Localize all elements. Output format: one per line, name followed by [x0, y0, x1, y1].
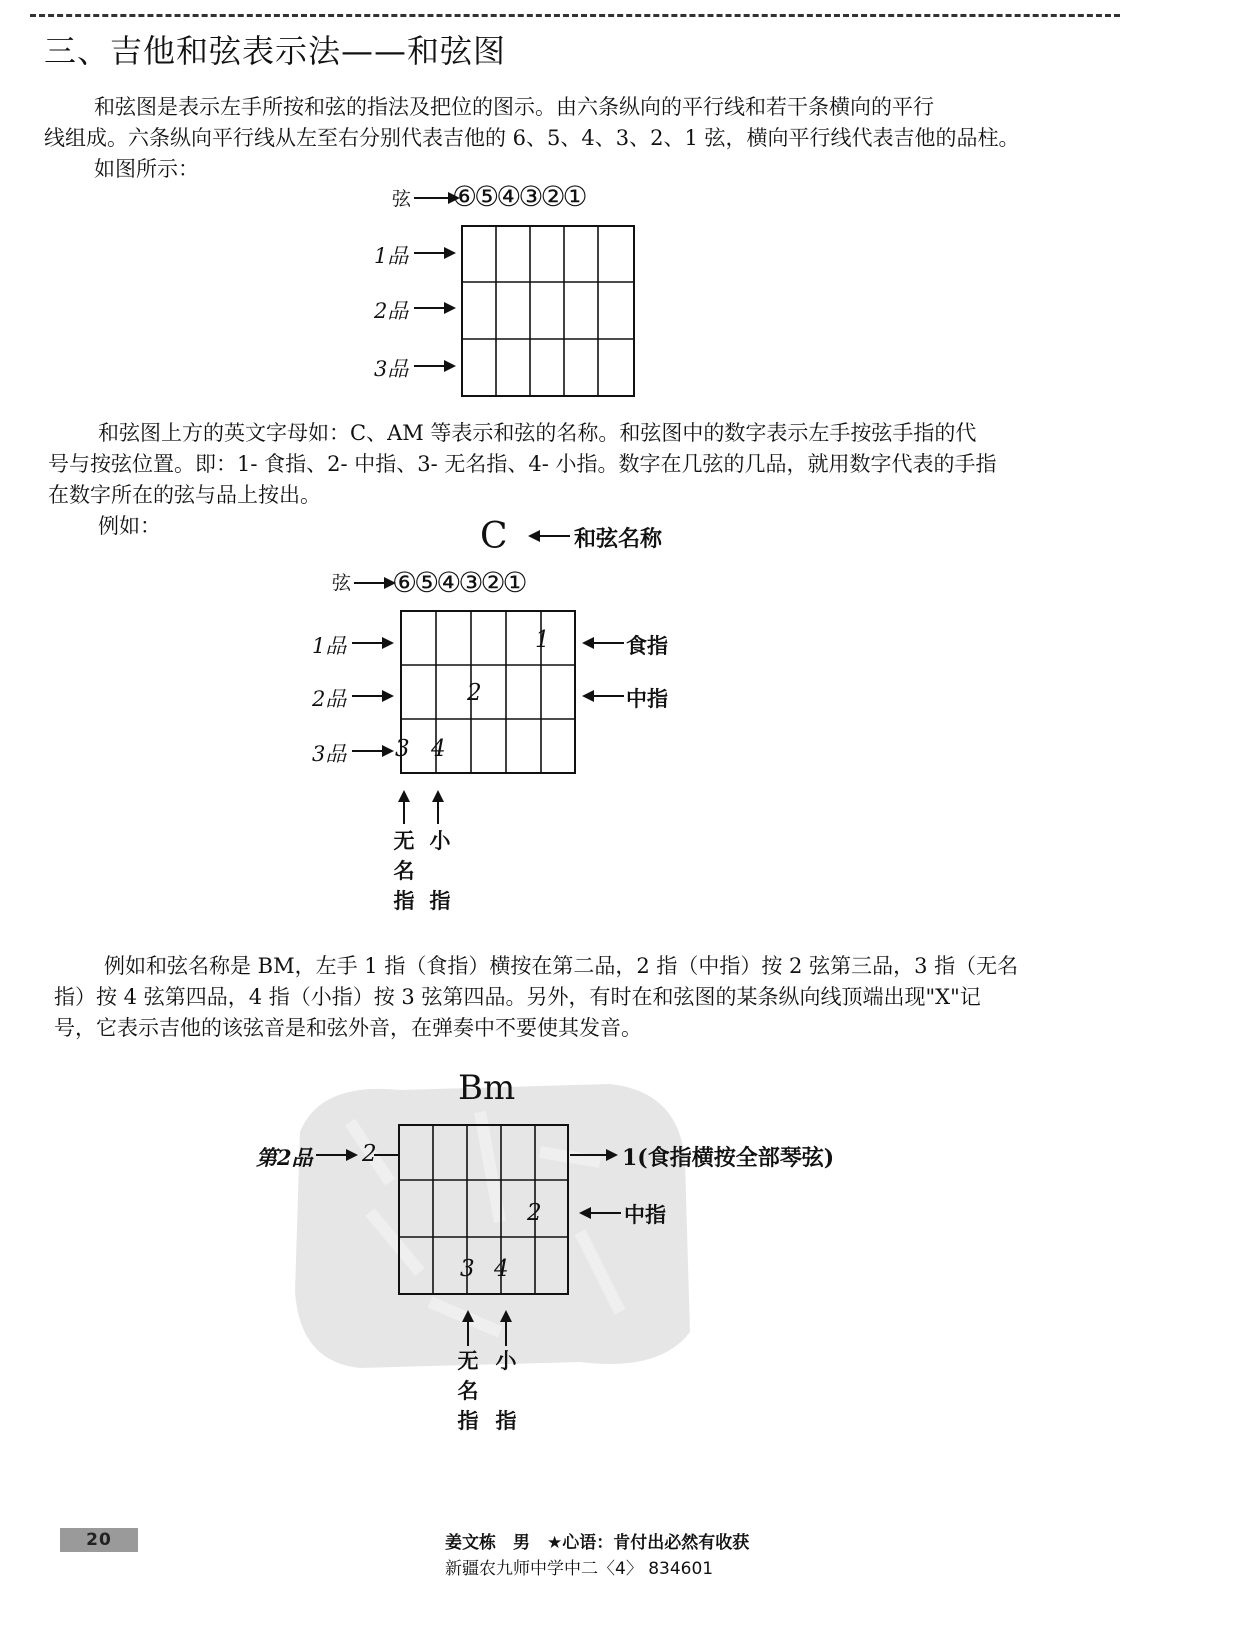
- paragraph-intro: [44, 92, 1089, 185]
- arrow-left-icon: [526, 526, 572, 546]
- string-number: ②: [480, 566, 503, 599]
- string-number: ①: [502, 566, 525, 599]
- index-finger-label: 食指: [626, 633, 668, 658]
- string-number: ⑥: [392, 566, 415, 599]
- fret-label-2: 2品: [374, 299, 409, 323]
- para3-line1: 例如和弦名称是 BM，左手 1 指（食指）横按在第二品，2 指（中指）按 2 弦第三品，3 指（无名: [104, 954, 1019, 978]
- arrow-up-icon: [428, 790, 448, 826]
- arrow-left-icon: [577, 1203, 623, 1223]
- fret-label-3: 3品: [312, 742, 347, 766]
- ring-finger-label: 无 名 指: [457, 1348, 479, 1433]
- fret-number: 2: [362, 1141, 377, 1167]
- middle-finger-label: 中指: [624, 1202, 666, 1227]
- fretboard-grid: [460, 224, 636, 398]
- barre-label: 1(食指横按全部琴弦): [622, 1145, 835, 1171]
- little-finger-label: 小 指: [429, 828, 451, 913]
- barre-line: [374, 1145, 400, 1165]
- string-number: ④: [496, 180, 519, 213]
- arrow-right-icon: [352, 686, 396, 706]
- fret-label-1: 1品: [374, 244, 409, 268]
- string-number: ②: [540, 180, 563, 213]
- arrow-right-icon: [414, 356, 458, 376]
- arrow-right-icon: [352, 741, 396, 761]
- school-line: 新疆农九师中学中二〈4〉 834601: [445, 1559, 714, 1579]
- finger-marker: 4: [431, 736, 446, 762]
- finger-marker: 3: [395, 736, 410, 762]
- fret-label-1: 1品: [312, 634, 347, 658]
- finger-marker: 3: [460, 1256, 475, 1282]
- paragraph-explanation: [48, 418, 1093, 542]
- chord-name: Bm: [458, 1068, 516, 1108]
- string-number: ③: [518, 180, 541, 213]
- para1-line1: 和弦图是表示左手所按和弦的指法及把位的图示。由六条纵向的平行线和若干条横向的平行: [94, 95, 934, 119]
- arrow-left-icon: [580, 633, 626, 653]
- para2-line4: 例如：: [98, 514, 161, 538]
- arrow-right-icon: [316, 1145, 360, 1165]
- string-number: ③: [458, 566, 481, 599]
- section-title: 三、吉他和弦表示法——和弦图: [44, 32, 507, 70]
- arrow-right-icon: [414, 243, 458, 263]
- string-number-row: [392, 566, 525, 599]
- para2-line3: 在数字所在的弦与品上按出。: [48, 483, 321, 507]
- finger-marker: 2: [527, 1200, 542, 1226]
- fret-label-2nd: 第2品: [256, 1145, 313, 1170]
- fret-label-3: 3品: [374, 357, 409, 381]
- chord-name: C: [480, 516, 508, 557]
- little-finger-label: 小 指: [495, 1348, 517, 1433]
- finger-marker: 4: [494, 1256, 509, 1282]
- middle-finger-label: 中指: [626, 686, 668, 711]
- string-label: 弦: [332, 572, 352, 594]
- paragraph-bm-example: [54, 951, 1096, 1044]
- fretboard-grid: [398, 1124, 570, 1296]
- author-line: 姜文栋 男 ★心语：肯付出必然有收获: [445, 1533, 750, 1553]
- ring-finger-label: 无 名 指: [393, 828, 415, 913]
- string-number: ⑥: [452, 180, 475, 213]
- arrow-right-icon: [570, 1145, 620, 1165]
- string-number: ⑤: [474, 180, 497, 213]
- para3-line3: 号，它表示吉他的该弦音是和弦外音，在弹奏中不要使其发音。: [54, 1016, 642, 1040]
- string-number-row: [452, 180, 585, 213]
- fret-label-2: 2品: [312, 687, 347, 711]
- para2-line1: 和弦图上方的英文字母如：C、AM 等表示和弦的名称。和弦图中的数字表示左手按弦手指的代: [98, 421, 977, 445]
- para3-line2: 指）按 4 弦第四品，4 指（小指）按 3 弦第四品。另外，有时在和弦图的某条纵向线顶端出现"X"记: [54, 985, 981, 1009]
- arrow-up-icon: [394, 790, 414, 826]
- string-number: ⑤: [414, 566, 437, 599]
- finger-marker: 1: [535, 627, 550, 653]
- chord-name-label: 和弦名称: [574, 526, 663, 552]
- arrow-up-icon: [458, 1310, 478, 1348]
- string-number: ④: [436, 566, 459, 599]
- page-number: 20: [60, 1528, 138, 1552]
- para1-line3: 如图所示：: [94, 157, 199, 181]
- top-dashed-rule: [30, 14, 1120, 17]
- para1-line2: 线组成。六条纵向平行线从左至右分别代表吉他的 6、5、4、3、2、1 弦，横向平行线代表吉他的品柱。: [44, 126, 1020, 150]
- para2-line2: 号与按弦位置。即：1- 食指、2- 中指、3- 无名指、4- 小指。数字在几弦的几品，就用数字代表的手指: [48, 452, 997, 476]
- finger-marker: 2: [467, 680, 482, 706]
- arrow-right-icon: [352, 633, 396, 653]
- string-number: ①: [562, 180, 585, 213]
- arrow-up-icon: [496, 1310, 516, 1348]
- fretboard-grid: [399, 609, 579, 775]
- arrow-right-icon: [414, 298, 458, 318]
- string-label: 弦: [392, 188, 412, 210]
- arrow-left-icon: [580, 686, 626, 706]
